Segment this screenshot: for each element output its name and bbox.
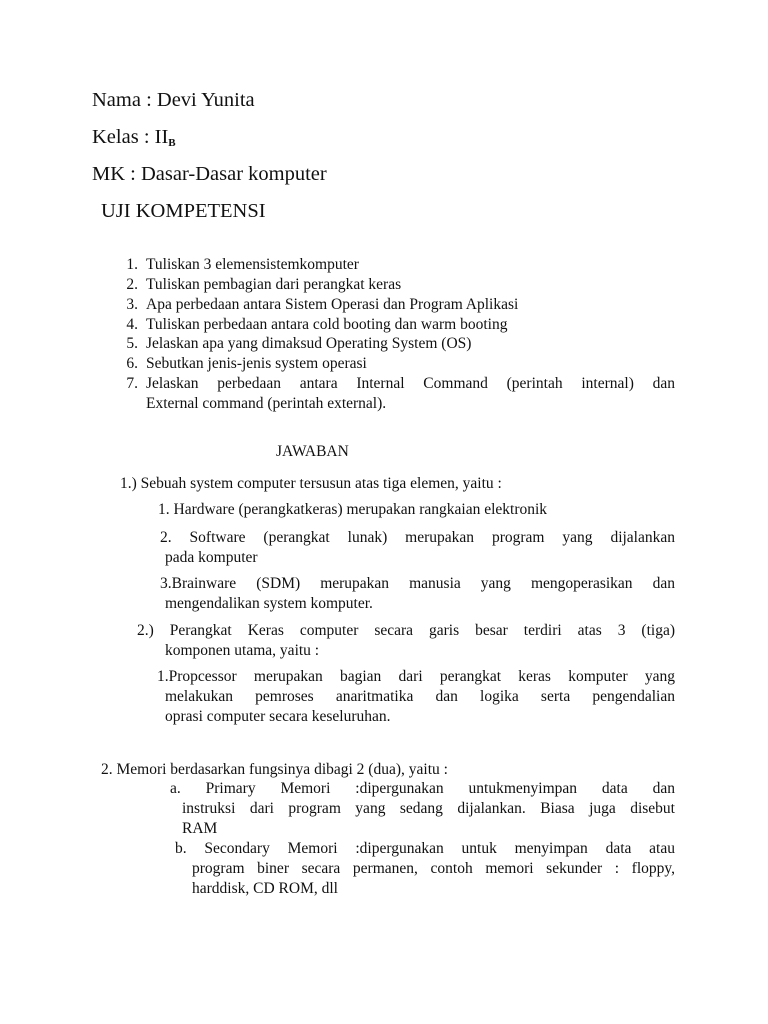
question-item	[118, 354, 678, 374]
question-item	[118, 255, 678, 275]
question-text: Sebutkan jenis-jenis system operasi	[146, 355, 367, 372]
answer-1-intro: 1.) Sebuah system computer tersusun atas tiga elemen, yaitu :	[120, 475, 502, 492]
question-text-continued: External command (perintah external).	[146, 395, 387, 412]
answer-1-item-3-line-1: 3.Brainware (SDM) merupakan manusia yang mengoperasikan dan	[160, 575, 675, 592]
page-title: UJI KOMPETENSI	[101, 200, 266, 222]
question-item	[118, 295, 678, 315]
question-number: 7.	[126, 375, 138, 392]
answer-2-item-1-line-3: oprasi computer secara keseluruhan.	[165, 708, 391, 725]
answers-title: JAWABAN	[276, 443, 349, 460]
kelas-label: Kelas	[92, 126, 139, 148]
answer-2-intro-line-2: komponen utama, yaitu :	[165, 642, 320, 659]
nama-label: Nama	[92, 89, 141, 111]
question-number: 2.	[126, 276, 138, 293]
mk-separator: :	[130, 163, 136, 185]
kelas-separator: :	[143, 126, 150, 148]
question-text: Tuliskan pembagian dari perangkat keras	[146, 276, 402, 293]
answer-2-intro-line-1: 2.) Perangkat Keras computer secara garis besar terdiri atas 3 (tiga)	[137, 622, 675, 639]
mk-label: MK	[92, 163, 126, 185]
kelas-value: II	[154, 126, 169, 148]
answer-2-item-1-line-2: melakukan pemroses anaritmatika dan logika serta pengendalian	[165, 688, 675, 705]
memori-b-line-2: program biner secara permanen, contoh memori sekunder : floppy,	[192, 860, 675, 877]
question-text: Tuliskan perbedaan antara cold booting dan warm booting	[146, 316, 508, 333]
answer-2-item-1-line-1: 1.Propcessor merupakan bagian dari perangkat keras komputer yang	[157, 668, 675, 685]
question-number: 5.	[126, 335, 138, 352]
question-text: Apa perbedaan antara Sistem Operasi dan Program Aplikasi	[146, 296, 519, 313]
question-item	[118, 374, 678, 414]
question-text: Jelaskan apa yang dimaksud Operating System (OS)	[146, 335, 472, 352]
memori-b-line-3: harddisk, CD ROM, dll	[192, 880, 338, 897]
nama-separator: :	[146, 89, 152, 111]
kelas-line	[92, 125, 176, 155]
answer-1-item-3-line-2: mengendalikan system komputer.	[165, 595, 373, 612]
answer-1-item-1: 1. Hardware (perangkatkeras) merupakan rangkaian elektronik	[158, 501, 548, 518]
question-item	[118, 315, 678, 335]
answer-1-item-2-line-1: 2. Software (perangkat lunak) merupakan program yang dijalankan	[160, 529, 675, 546]
question-number: 1.	[126, 256, 138, 273]
memori-a-line-2: instruksi dari program yang sedang dijalankan. Biasa juga disebut	[182, 800, 675, 817]
mk-value: Dasar-Dasar komputer	[141, 163, 327, 185]
answer-1-item-2-line-2: pada komputer	[165, 549, 258, 566]
question-text: Jelaskan perbedaan antara Internal Command (perintah internal) dan	[146, 375, 675, 392]
question-number: 4.	[126, 316, 138, 333]
nama-value: Devi Yunita	[156, 89, 255, 111]
question-number: 6.	[126, 355, 138, 372]
memori-intro: 2. Memori berdasarkan fungsinya dibagi 2 (dua), yaitu :	[101, 761, 448, 778]
memori-b-line-1: b. Secondary Memori :dipergunakan untuk menyimpan data atau	[175, 840, 675, 857]
nama-line	[92, 88, 255, 112]
memori-a-line-3: RAM	[182, 820, 218, 837]
question-item	[118, 334, 678, 354]
question-item	[118, 275, 678, 295]
mk-line	[92, 162, 327, 186]
memori-a-line-1: a. Primary Memori :dipergunakan untukmenyimpan data dan	[170, 780, 675, 797]
question-text: Tuliskan 3 elemensistemkomputer	[146, 256, 359, 273]
kelas-subscript: B	[168, 137, 176, 149]
question-number: 3.	[126, 296, 138, 313]
